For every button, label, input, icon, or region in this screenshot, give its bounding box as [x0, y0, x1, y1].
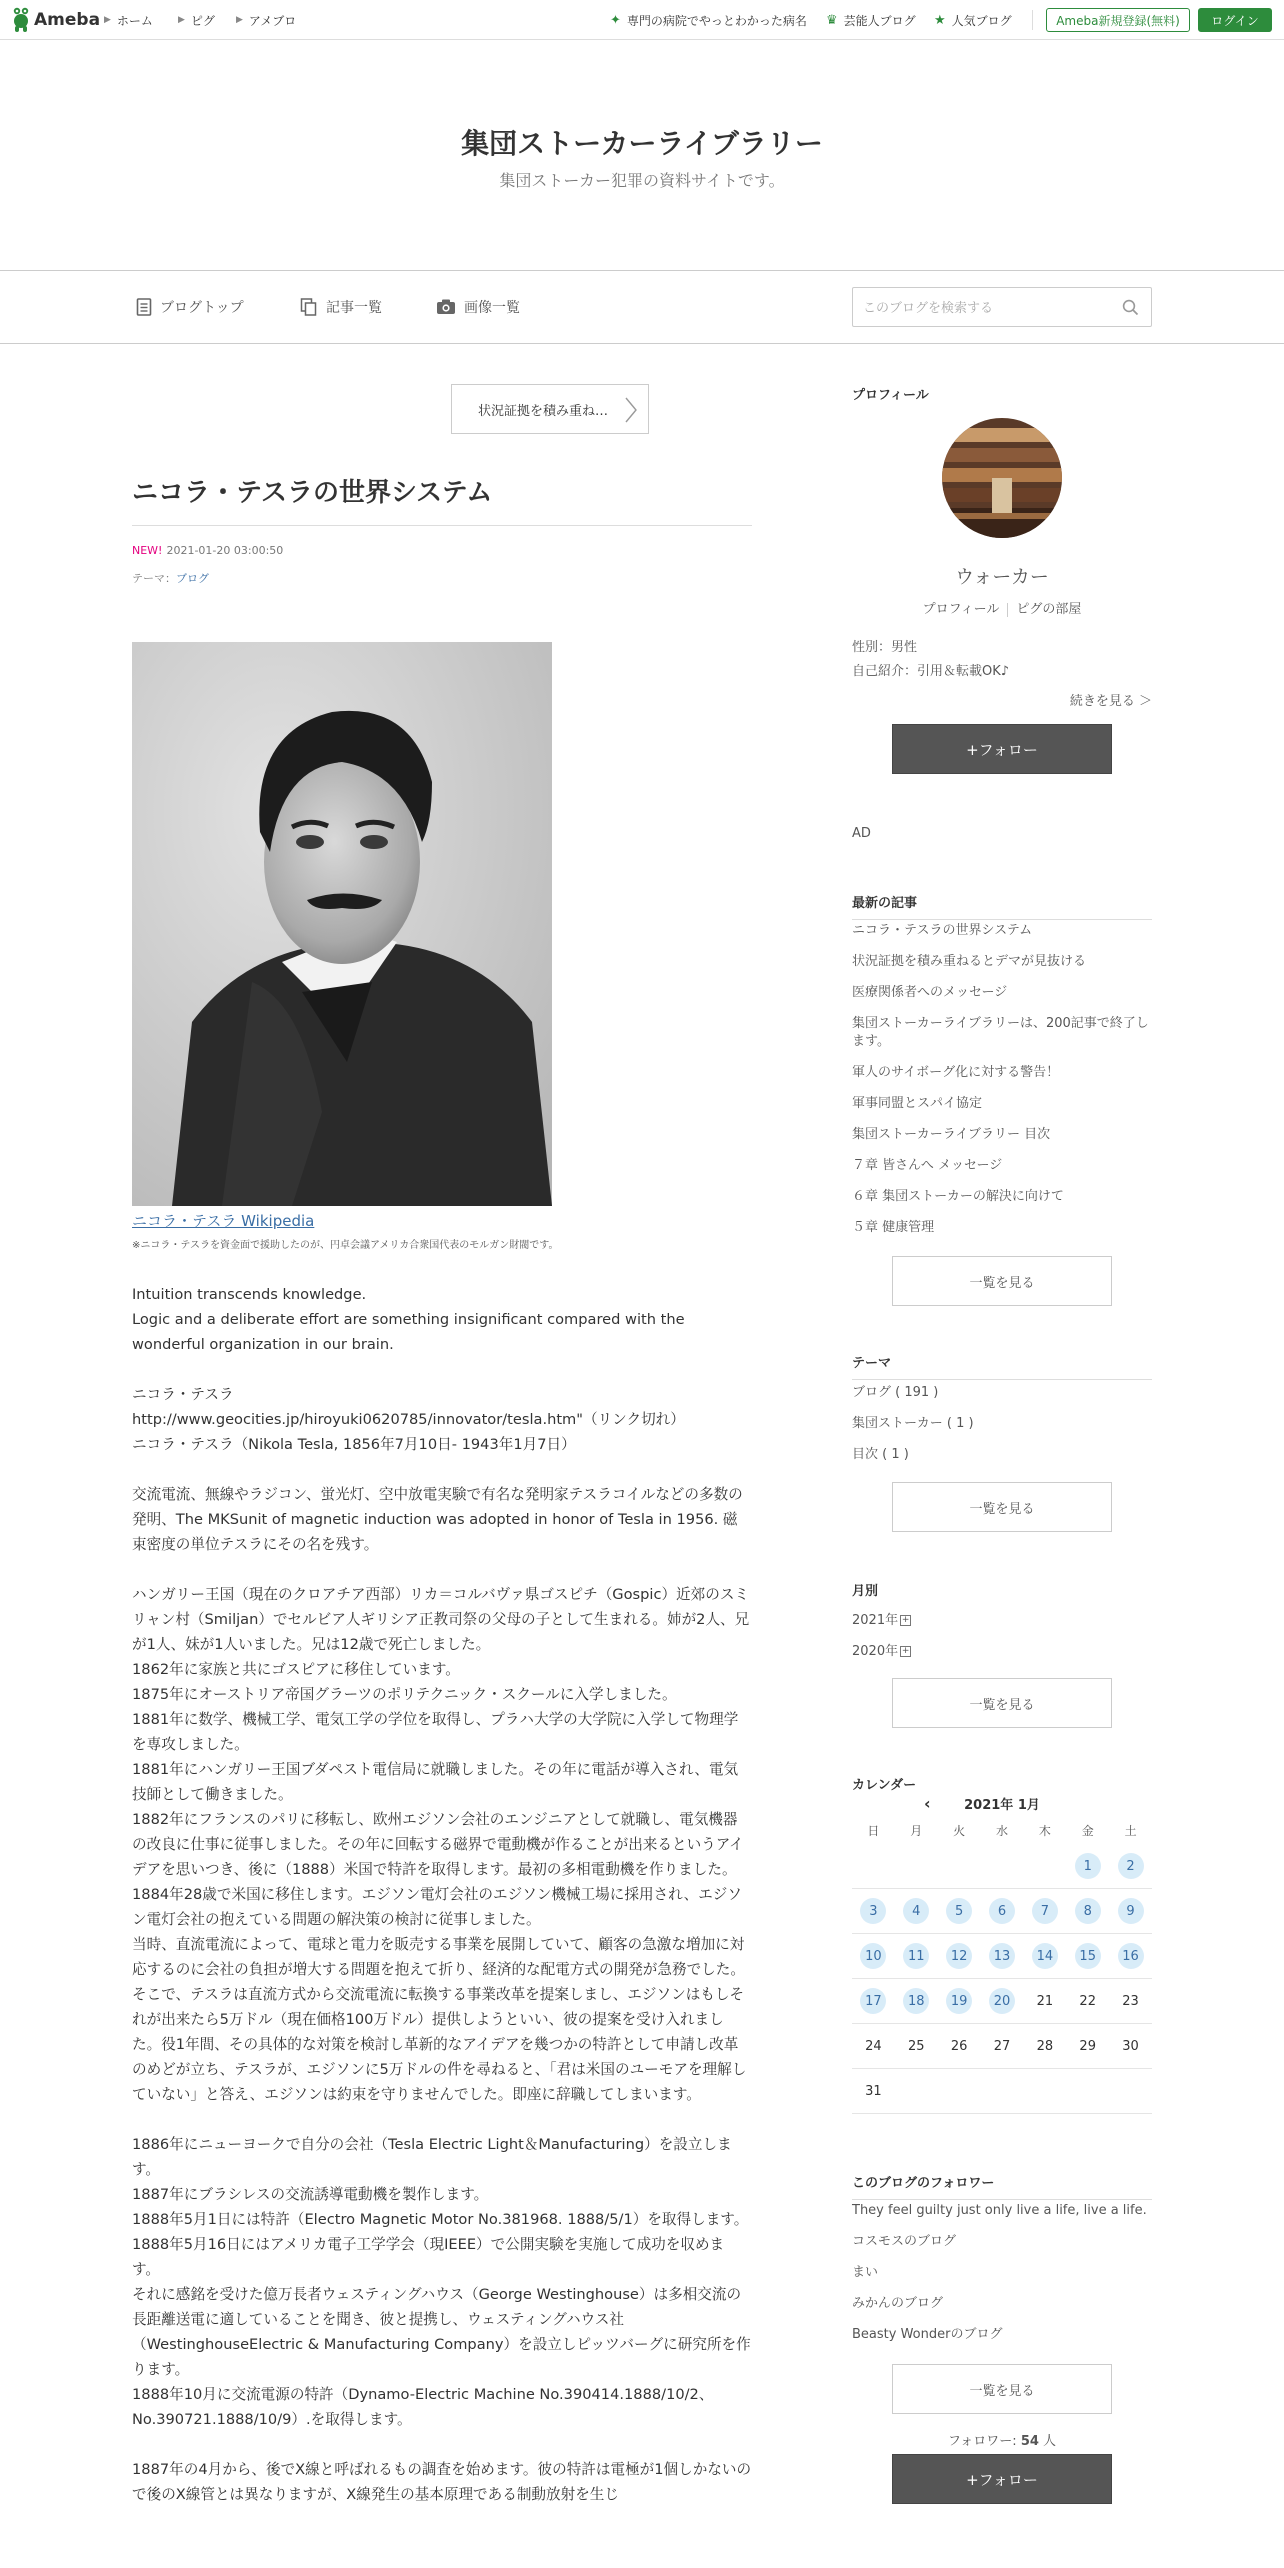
recent-item[interactable]: ６章 集団ストーカーの解決に向けて	[852, 1189, 1064, 1204]
monthly-item[interactable]	[852, 1612, 1152, 1630]
calendar-blank	[1023, 2069, 1066, 2114]
calendar-day[interactable]	[852, 1934, 895, 1979]
sparkle-icon: ✦	[610, 12, 621, 28]
monthly-label: 2020年	[852, 1644, 899, 1659]
calendar-day[interactable]	[981, 1934, 1024, 1979]
frog-logo-icon	[12, 7, 30, 33]
calendar-dow: 月	[910, 1823, 923, 1838]
profile-links	[852, 598, 1152, 617]
prev-article-button[interactable]	[451, 384, 649, 434]
calendar-day[interactable]	[1109, 1934, 1152, 1979]
calendar-blank	[852, 1844, 895, 1889]
calendar-day-label: 20	[989, 1988, 1015, 2014]
logo-text: Ameba	[34, 10, 101, 30]
calendar-dow: 金	[1081, 1823, 1094, 1838]
body-line: Logic and a deliberate effort are something insignificant compared with the wonderful organization in our brain.	[132, 1311, 685, 1353]
calendar-day[interactable]	[852, 1979, 895, 2024]
calendar-day[interactable]	[1066, 1889, 1109, 1934]
blog-nav	[0, 270, 1284, 344]
body-line: ニコラ・テスラ	[132, 1386, 234, 1403]
theme-prefix: テーマ：	[132, 572, 176, 585]
nav-home[interactable]	[104, 0, 153, 40]
body-line: 1887年の4月から、後でX線と呼ばれるもの調査を始めます。彼の特許は電極が1個しかないので後のX線管とは異なりますが、X線発生の基本原理である制動放射を生じ	[132, 2461, 752, 2503]
follower-count-label: フォロワー:	[947, 2434, 1021, 2449]
calendar-blank	[895, 2069, 938, 2114]
monthly-list-button[interactable]: 一覧を見る	[892, 1678, 1112, 1728]
calendar-blank	[1109, 2069, 1152, 2114]
recent-item[interactable]: 軍人のサイボーグ化に対する警告！	[852, 1065, 1060, 1080]
profile-name[interactable]: ウォーカー	[955, 566, 1049, 588]
recent-list-button[interactable]: 一覧を見る	[892, 1256, 1112, 1306]
theme-item[interactable]: 集団ストーカー ( 1 )	[852, 1416, 974, 1431]
profile-gender: 性別：男性	[852, 640, 918, 655]
calendar-heading: カレンダー	[852, 1778, 917, 1793]
theme-list	[852, 1384, 1152, 1477]
popular-blog-label: 人気ブログ	[951, 13, 1012, 28]
calendar-day-label: 10	[860, 1943, 886, 1969]
calendar-dow: 日	[867, 1823, 880, 1838]
body-line: それに感銘を受けた億万長者ウェスティングハウス（George Westinghouse）は多相交流の長距離送電に適していることを聞き、彼と提携し、ウェスティングハウス社（WestinghouseElectric & Manufacturing Company）を設立しピッツバーグに研究所を作ります。	[132, 2286, 751, 2378]
profile-heading: プロフィール	[852, 388, 929, 403]
recent-item[interactable]: ５章 健康管理	[852, 1220, 935, 1235]
calendar-day[interactable]	[1066, 1934, 1109, 1979]
ad-label: AD	[852, 826, 871, 841]
calendar-day-label: 19	[946, 1988, 972, 2014]
calendar-day[interactable]	[981, 1979, 1024, 2024]
calendar-day-label: 8	[1075, 1898, 1101, 1924]
article-title: ニコラ・テスラの世界システム	[132, 472, 752, 526]
recent-item[interactable]: 状況証拠を積み重ねるとデマが見抜ける	[852, 954, 1087, 969]
calendar-day	[938, 2024, 981, 2069]
calendar-day-label: 21	[1036, 1993, 1054, 2009]
calendar-day-label: 28	[1036, 2038, 1054, 2054]
calendar-day-label: 7	[1032, 1898, 1058, 1924]
nav-blog-top[interactable]	[136, 297, 244, 317]
popular-blog-link[interactable]	[934, 0, 1012, 40]
follow-button-bottom[interactable]: +フォロー	[892, 2454, 1112, 2504]
calendar-day	[1023, 2024, 1066, 2069]
calendar-day	[981, 2024, 1024, 2069]
body-line: 1881年にハンガリー王国ブダペスト電信局に就職しました。その年に電話が導入され、電気技師として働きました。	[132, 1761, 739, 1803]
calendar-day-label: 16	[1118, 1943, 1144, 1969]
global-header	[0, 0, 1284, 40]
expand-plus-icon[interactable]: +	[901, 1615, 910, 1625]
body-line: ハンガリー王国（現在のクロアチア西部）リカ＝コルバヴァ県ゴスピチ（Gospic）近郊のスミリャン村（Smiljan）でセルビア人ギリシア正教司祭の父母の子として生まれる。姉が2人、兄が1人、妹が1人いました。兄は12歳で死亡しました。	[132, 1586, 750, 1653]
body-line: 1875年にオーストリア帝国グラーツのポリテクニック・スクールに入学しました。	[132, 1686, 677, 1703]
blog-title[interactable]: 集団ストーカーライブラリー	[461, 127, 823, 160]
pigg-room-link[interactable]: ピグの部屋	[1016, 602, 1082, 617]
caret-right-icon: ▶	[236, 15, 243, 25]
calendar-day	[852, 2024, 895, 2069]
expand-plus-icon[interactable]: +	[901, 1646, 910, 1656]
calendar-day[interactable]	[895, 1889, 938, 1934]
calendar-dow: 火	[953, 1823, 966, 1838]
monthly-heading: 月別	[852, 1584, 879, 1599]
blog-search-input[interactable]	[863, 296, 1103, 320]
body-line: 当時、直流電流によって、電球と電力を販売する事業を展開していて、顧客の急激な増加に対応するのに会社の負担が増大する問題を抱えて折り、経済的な配電方式の開発が急務でした。そこで、テスラは直流方式から交流電流に転換する事業改革を提案しまし、エジソンはもしそれが出来たら5万ドル（現在価格100万ドル）提供しようといい、彼の提案を受け入れました。役1年間、その具体的な対策を検討し革新的なアイデアを幾つかの特許として申請し改革のめどが立ち、テスラが、エジソンに5万ドルの件を尋ねると、「君は米国のユーモアを理解していない」と答え、エジソンは約束を守りませんでした。即座に辞職してしまいます。	[132, 1936, 747, 2103]
calendar-blank	[938, 1844, 981, 1889]
calendar-day-label: 22	[1079, 1993, 1096, 2009]
calendar-dow: 水	[995, 1823, 1008, 1838]
calendar-day	[1066, 2024, 1109, 2069]
calendar-blank	[895, 1844, 938, 1889]
celebrity-blog-label: 芸能人ブログ	[843, 13, 916, 28]
follower-item[interactable]: コスモスのブログ	[852, 2234, 957, 2249]
profile-intro: 自己紹介：引用＆転載OK♪	[852, 664, 1010, 679]
body-line: http://www.geocities.jp/hiroyuki0620785/innovator/tesla.htm"（リンク切れ）	[132, 1411, 685, 1428]
calendar-day[interactable]	[1023, 1934, 1066, 1979]
new-badge: NEW!	[132, 544, 163, 557]
caret-right-icon: ▶	[104, 15, 111, 25]
calendar-day	[1023, 1979, 1066, 2024]
calendar-day[interactable]	[1109, 1889, 1152, 1934]
calendar-day[interactable]	[938, 1934, 981, 1979]
recent-list	[852, 922, 1152, 1250]
body-line: 1887年にブラシレスの交流誘導電動機を製作します。	[132, 2186, 489, 2203]
calendar-day-label: 13	[989, 1943, 1015, 1969]
body-line: 1886年にニューヨークで自分の会社（Tesla Electric Light＆Manufacturing）を設立します。	[132, 2136, 732, 2178]
article-date	[132, 544, 283, 557]
calendar-day	[895, 2024, 938, 2069]
promo-link[interactable]	[610, 0, 807, 40]
nav-pigg[interactable]	[178, 0, 215, 40]
article-datetime: 2021-01-20 03:00:50	[166, 544, 284, 557]
calendar-blank	[1066, 2069, 1109, 2114]
recent-item[interactable]: 集団ストーカーライブラリーは、200記事で終了します。	[852, 1016, 1149, 1049]
calendar-day-label: 2	[1118, 1853, 1144, 1879]
calendar-day[interactable]	[1066, 1844, 1109, 1889]
body-line: 交流電流、無線やラジコン、蛍光灯、空中放電実験で有名な発明家テスラコイルなどの多数の発明、The MKSunit of magnetic induction was adopted in honor of Tesla in 1956. 磁束密度の単位テスラにその名を残す。	[132, 1486, 743, 1553]
calendar-day-label: 25	[907, 2038, 925, 2054]
celebrity-blog-link[interactable]	[826, 0, 916, 40]
divider	[1032, 10, 1033, 30]
follower-count	[852, 2430, 1152, 2449]
calendar-blank	[981, 2069, 1024, 2114]
follower-item[interactable]: まい	[852, 2265, 879, 2280]
calendar-day-label: 9	[1118, 1898, 1144, 1924]
profile-avatar[interactable]	[942, 418, 1062, 538]
article-theme	[132, 570, 209, 586]
calendar-day[interactable]	[938, 1979, 981, 2024]
body-line: 1881年に数学、機械工学、電気工学の学位を取得し、プラハ大学の大学院に入学して物理学を専攻しました。	[132, 1711, 739, 1753]
article-body	[132, 1282, 752, 2507]
followers-list-button[interactable]: 一覧を見る	[892, 2364, 1112, 2414]
calendar-blank	[981, 1844, 1024, 1889]
calendar-blank	[938, 2069, 981, 2114]
chevron-right-icon	[624, 397, 638, 427]
profile-link[interactable]: プロフィール	[922, 602, 1000, 617]
copy-icon	[300, 298, 318, 316]
body-line: Intuition transcends knowledge.	[132, 1286, 367, 1303]
theme-link[interactable]: ブログ	[176, 572, 209, 585]
nav-home-label: ホーム	[116, 13, 153, 28]
calendar-day[interactable]	[1023, 1889, 1066, 1934]
theme-list-button[interactable]: 一覧を見る	[892, 1482, 1112, 1532]
camera-icon	[436, 299, 456, 315]
calendar-blank	[1023, 1844, 1066, 1889]
star-icon: ★	[934, 12, 946, 28]
theme-item[interactable]: ブログ ( 191 )	[852, 1385, 939, 1400]
monthly-item[interactable]	[852, 1643, 1152, 1661]
calendar-day[interactable]	[1109, 1844, 1152, 1889]
calendar-grid	[852, 1816, 1152, 2114]
prev-article-label: 状況証拠を積み重ね…	[478, 403, 609, 419]
calendar-day-label: 23	[1122, 1993, 1139, 2009]
search-icon[interactable]	[1122, 299, 1139, 320]
calendar-day	[1109, 2024, 1152, 2069]
body-line: 1888年5月16日にはアメリカ電子工学学会（現IEEE）で公開実験を実施して成功を収めます。	[132, 2236, 725, 2278]
follower-item[interactable]: Beasty Wonderのブログ	[852, 2327, 1003, 2342]
followers-heading: このブログのフォロワー	[852, 2172, 1152, 2200]
image-note: ※ニコラ・テスラを資金面で援助したのが、円卓会議アメリカ合衆国代表のモルガン財閥です。	[132, 1240, 559, 1251]
calendar-day-label: 6	[989, 1898, 1015, 1924]
calendar-day[interactable]	[895, 1979, 938, 2024]
login-button[interactable]: ログイン	[1198, 8, 1272, 32]
body-line: 1862年に家族と共にゴスピアに移住しています。	[132, 1661, 460, 1678]
follower-item[interactable]: They feel guilty just only live a life, live a life.	[852, 2203, 1147, 2218]
recent-item[interactable]: 軍事同盟とスパイ協定	[852, 1096, 983, 1111]
calendar-day-label: 3	[860, 1898, 886, 1924]
nav-blog-top-label: ブログトップ	[160, 300, 244, 316]
theme-heading: テーマ	[852, 1352, 1152, 1380]
caret-right-icon: ▶	[178, 15, 185, 25]
calendar-day-label: 26	[950, 2038, 968, 2054]
monthly-label: 2021年	[852, 1613, 899, 1628]
calendar-day[interactable]	[981, 1889, 1024, 1934]
ameba-logo[interactable]	[12, 6, 100, 34]
calendar-day-label: 15	[1075, 1943, 1101, 1969]
calendar-day-label: 4	[903, 1898, 929, 1924]
follower-count-value: 54	[1020, 2434, 1039, 2449]
followers-list	[852, 2202, 1152, 2357]
blog-header	[0, 40, 1284, 270]
follower-item[interactable]: みかんのブログ	[852, 2296, 944, 2311]
calendar-dow: 木	[1038, 1823, 1051, 1838]
recent-heading: 最新の記事	[852, 892, 1152, 920]
calendar-day[interactable]	[852, 1889, 895, 1934]
calendar-day[interactable]	[895, 1934, 938, 1979]
promo-link-label: 専門の病院でやっとわかった病名	[626, 13, 807, 28]
calendar-day-label: 5	[946, 1898, 972, 1924]
body-line: 1888年10月に交流電源の特許（Dynamo-Electric Machine No.390414.1888/10/2、No.390721.1888/10/9）.を取得します。	[132, 2386, 714, 2428]
document-icon	[136, 298, 152, 316]
calendar-day-label: 17	[860, 1988, 886, 2014]
body-line: 1884年28歳で米国に移住します。エジソン電灯会社のエジソン機械工場に採用され、エジソン電灯会社の抱えている問題の解決策の検討に従事しました。	[132, 1886, 742, 1928]
recent-item[interactable]: ７章 皆さんへ メッセージ	[852, 1158, 1003, 1173]
profile-more-link[interactable]: 続きを見る ＞	[1069, 694, 1152, 709]
calendar-month	[852, 1794, 1152, 1813]
calendar-day-label: 30	[1122, 2038, 1139, 2054]
monthly-list	[852, 1612, 1152, 1674]
calendar-day-label: 14	[1032, 1943, 1058, 1969]
calendar-day	[1109, 1979, 1152, 2024]
calendar-dow: 土	[1124, 1823, 1137, 1838]
blog-subtitle: 集団ストーカー犯罪の資料サイトです。	[499, 171, 785, 190]
calendar-day-label: 11	[903, 1943, 929, 1969]
recent-item[interactable]: 集団ストーカーライブラリー 目次	[852, 1127, 1051, 1142]
recent-item[interactable]: ニコラ・テスラの世界システム	[852, 923, 1033, 938]
tesla-portrait-image[interactable]	[132, 642, 552, 1206]
recent-item[interactable]: 医療関係者へのメッセージ	[852, 985, 1008, 1000]
nav-pigg-label: ピグ	[190, 13, 215, 28]
calendar-month-label: 2021年 1月	[964, 1798, 1040, 1813]
calendar-day-label: 27	[993, 2038, 1011, 2054]
nav-ameblo-label: アメブロ	[248, 13, 297, 28]
nav-article-list[interactable]	[300, 297, 382, 317]
calendar-day-label: 12	[946, 1943, 972, 1969]
wikipedia-link[interactable]: ニコラ・テスラ Wikipedia	[132, 1212, 315, 1230]
calendar-day[interactable]	[938, 1889, 981, 1934]
calendar-day-label: 18	[903, 1988, 929, 2014]
nav-image-list[interactable]	[436, 297, 520, 317]
blog-search-box[interactable]	[852, 287, 1152, 327]
chevron-left-icon[interactable]: ‹	[924, 1794, 931, 1813]
follower-count-unit: 人	[1038, 2434, 1057, 2449]
calendar-day-label: 1	[1075, 1853, 1101, 1879]
nav-ameblo[interactable]	[236, 0, 296, 40]
nav-article-list-label: 記事一覧	[326, 300, 382, 316]
register-button[interactable]: Ameba新規登録(無料)	[1046, 8, 1190, 32]
body-line: 1888年5月1日には特許（Electro Magnetic Motor No.381968. 1888/5/1）を取得します。	[132, 2211, 749, 2228]
body-line: 1882年にフランスのパリに移転し、欧州エジソン会社のエンジニアとして就職し、電気機器の改良に仕事に従事しました。その年に回転する磁界で電動機が作ることが出来るというアイデアを思いつき、後に（1888）米国で特許を取得します。最初の多相電動機を作りました。	[132, 1811, 744, 1878]
crown-icon: ♛	[826, 12, 838, 28]
calendar-day-label: 29	[1079, 2038, 1096, 2054]
calendar-day-label: 31	[865, 2083, 882, 2099]
follow-button[interactable]: +フォロー	[892, 724, 1112, 774]
theme-item[interactable]: 目次 ( 1 )	[852, 1447, 909, 1462]
body-line: ニコラ・テスラ（Nikola Tesla, 1856年7月10日- 1943年1月7日）	[132, 1436, 576, 1453]
calendar-day	[1066, 1979, 1109, 2024]
calendar-day-label: 24	[865, 2038, 882, 2054]
calendar-day	[852, 2069, 895, 2114]
nav-image-list-label: 画像一覧	[464, 300, 520, 316]
